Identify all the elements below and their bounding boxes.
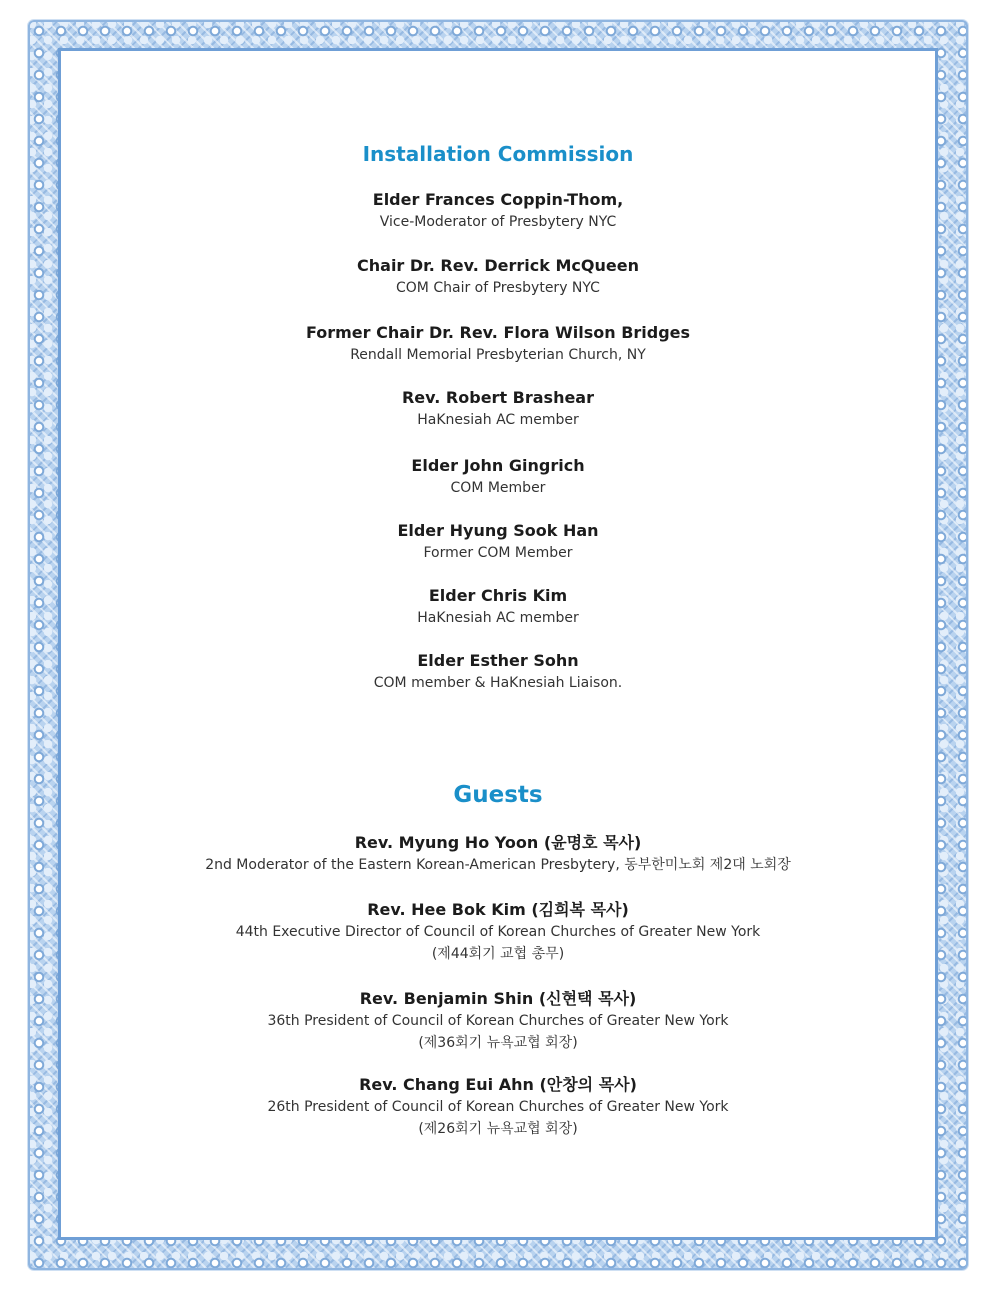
- guest-entry: [64, 899, 932, 965]
- commission-member: [64, 189, 932, 233]
- guest-role-korean: (제36회기 뉴욕교협 회장): [418, 1035, 578, 1051]
- guest-role-korean: (제26회기 뉴욕교협 회장): [418, 1121, 578, 1137]
- guest-name: Rev. Chang Eui Ahn (안창의 목사): [359, 1075, 637, 1094]
- guest-role: 36th President of Council of Korean Churches of Greater New York: [267, 1013, 729, 1029]
- member-role: Vice-Moderator of Presbytery NYC: [379, 214, 617, 230]
- member-name: Chair Dr. Rev. Derrick McQueen: [357, 256, 639, 275]
- member-name: Former Chair Dr. Rev. Flora Wilson Bridges: [305, 323, 691, 342]
- member-role: HaKnesiah AC member: [417, 610, 579, 626]
- page-content: [64, 54, 932, 1234]
- member-role: COM Chair of Presbytery NYC: [396, 280, 600, 296]
- member-role: Former COM Member: [423, 545, 573, 561]
- member-role: HaKnesiah AC member: [417, 412, 579, 428]
- commission-member: [64, 255, 932, 299]
- guest-entry: [64, 832, 932, 876]
- guests-heading: Guests: [453, 782, 543, 808]
- member-name: Elder Frances Coppin-Thom,: [372, 190, 624, 209]
- guest-name: Rev. Hee Bok Kim (김희복 목사): [367, 900, 629, 919]
- member-name: Elder Esther Sohn: [417, 651, 579, 670]
- guest-entry: [64, 1074, 932, 1140]
- guest-role-korean: (제44회기 교협 총무): [431, 946, 565, 962]
- installation-commission-heading: Installation Commission: [362, 142, 634, 166]
- commission-member: [64, 387, 932, 431]
- guest-role: 2nd Moderator of the Eastern Korean-American Presbytery, 동부한미노회 제2대 노회장: [205, 857, 791, 873]
- member-role: COM Member: [450, 480, 546, 496]
- member-name: Elder John Gingrich: [411, 456, 585, 475]
- commission-member: [64, 520, 932, 564]
- member-name: Rev. Robert Brashear: [401, 388, 594, 407]
- guest-name: Rev. Benjamin Shin (신현택 목사): [359, 989, 637, 1008]
- commission-member: [64, 585, 932, 629]
- commission-member: [64, 455, 932, 499]
- member-name: Elder Chris Kim: [428, 586, 568, 605]
- guest-entry: [64, 988, 932, 1054]
- commission-member: [64, 650, 932, 694]
- member-role: Rendall Memorial Presbyterian Church, NY: [350, 347, 646, 363]
- commission-member: [64, 322, 932, 366]
- member-role: COM member & HaKnesiah Liaison.: [373, 675, 623, 691]
- guest-name: Rev. Myung Ho Yoon (윤명호 목사): [354, 833, 642, 852]
- guest-role: 44th Executive Director of Council of Korean Churches of Greater New York: [235, 924, 761, 940]
- guest-role: 26th President of Council of Korean Churches of Greater New York: [267, 1099, 729, 1115]
- member-name: Elder Hyung Sook Han: [397, 521, 599, 540]
